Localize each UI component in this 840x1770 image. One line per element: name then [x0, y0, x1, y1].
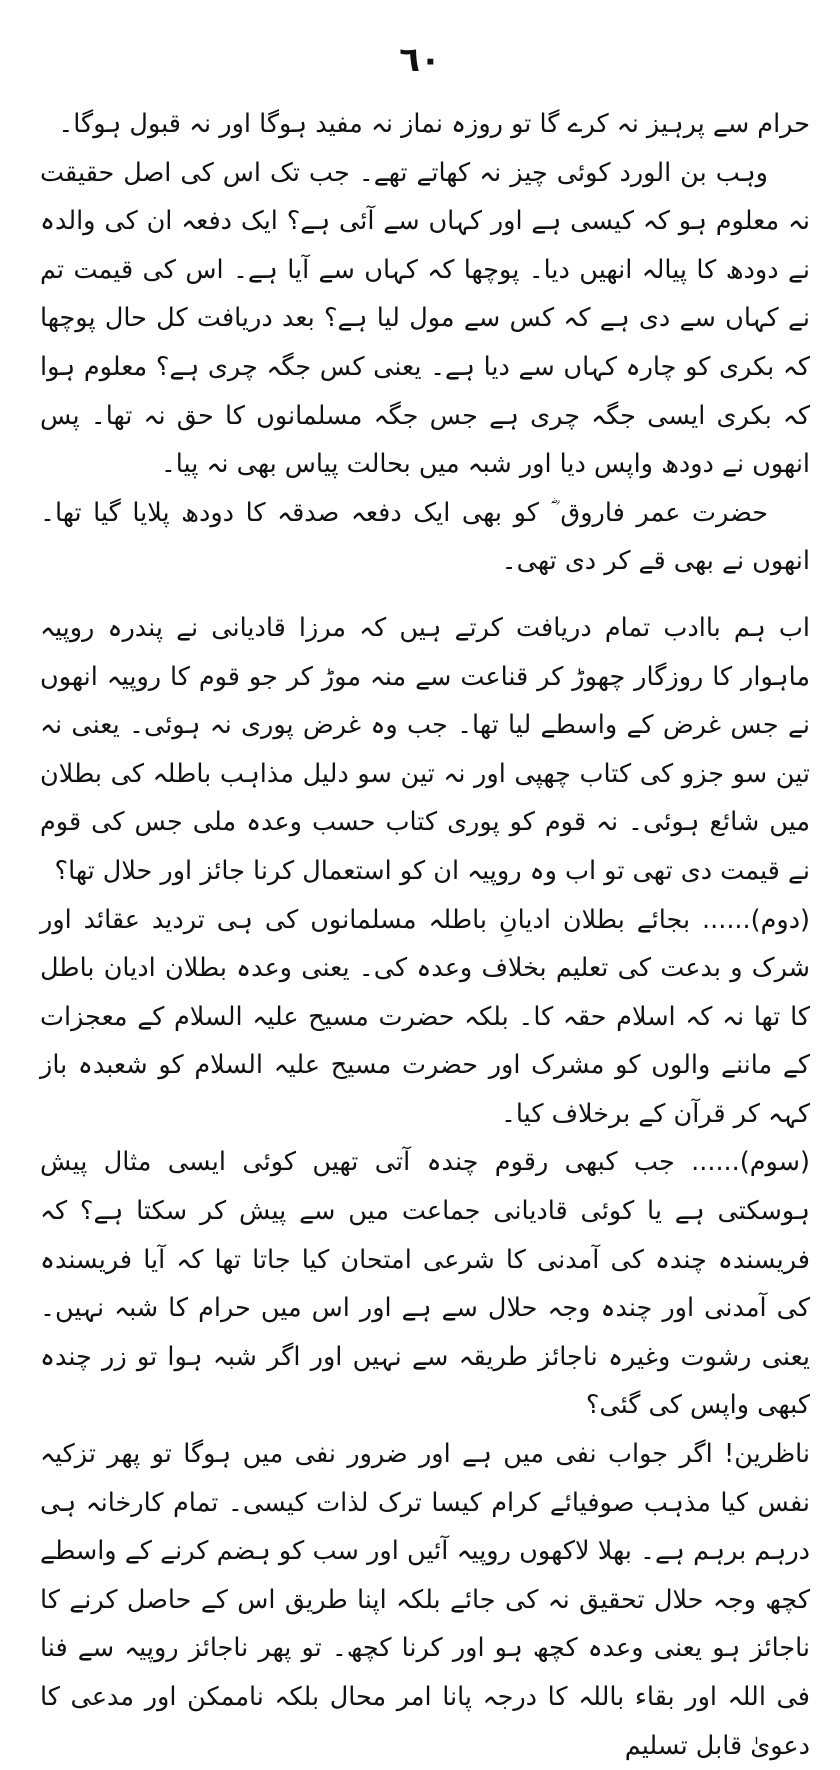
paragraph-2: وہب بن الورد کوئی چیز نہ کھاتے تھے۔ جب تک اس کی اصل حقیقت نہ معلوم ہو کہ کیسی ہے اور کہاں سے آئی ہے؟ ایک دفعہ ان کی والدہ نے دودھ کا پیالہ انھیں دیا۔ پوچھا کہ کہاں سے آیا ہے۔ اس کی قیمت تم نے کہاں سے دی ہے کہ کس سے مول لیا ہے؟ بعد دریافت کل حال پوچھا کہ بکری کو چارہ کہاں سے دیا ہے۔ یعنی کس جگہ چری ہے؟ معلوم ہوا کہ بکری ایسی جگہ چری ہے جس جگہ مسلمانوں کا حق نہ تھا۔ پس انھوں نے دودھ واپس دیا اور شبہ میں بحالت پیاس بھی نہ پیا۔ [40, 157, 810, 480]
paragraph-7: ناظرین! اگر جواب نفی میں ہے اور ضرور نفی میں ہوگا تو پھر تزکیہ نفس کیا مذہب صوفیائے کرام کیسا ترک لذات کیسی۔ تمام کارخانہ ہی درہم برہم ہے۔ بھلا لاکھوں روپیہ آئیں اور سب کو ہضم کرنے کے واسطے کچھ وجہ حلال تحقیق نہ کی جائے بلکہ اپنا طریق اس کے حاصل کرنے کا ناجائز ہو یعنی وعدہ کچھ ہو اور کرنا کچھ۔ تو پھر ناجائز روپیہ سے فنا فی اللہ اور بقاء باللہ کا درجہ پانا امر محال بلکہ ناممکن اور مدعی کا دعویٰ قابل تسلیم [40, 1439, 810, 1761]
paragraph-4: اب ہم باادب تمام دریافت کرتے ہیں کہ مرزا قادیانی نے پندرہ روپیہ ماہوار کا روزگار چھوڑ کر قناعت سے منہ موڑ کر جو قوم کا روپیہ انھوں نے جس غرض کے واسطے لیا تھا۔ جب وہ غرض پوری نہ ہوئی۔ یعنی نہ تین سو جزو کی کتاب چھپی اور نہ تین سو دلیل مذاہب باطلہ کی بطلان میں شائع ہوئی۔ نہ قوم کو پوری کتاب حسب وعدہ ملی جس کی قوم نے قیمت دی تھی تو اب وہ روپیہ ان کو استعمال کرنا جائز اور حلال تھا؟ [40, 612, 810, 886]
paragraph-6: (سوم)...... جب کبھی رقوم چندہ آتی تھیں کوئی ایسی مثال پیش ہوسکتی ہے یا کوئی قادیانی جماعت میں سے پیش کر سکتا ہے؟ کہ فریسندہ چندہ کی آمدنی کا شرعی امتحان کیا جاتا تھا کہ آیا فریسندہ کی آمدنی اور چندہ وجہ حلال سے ہے اور اس میں حرام کا شبہ نہیں۔ یعنی رشوت وغیرہ ناجائز طریقہ سے نہیں اور اگر شبہ ہوا تو زر چندہ کبھی واپس کی گئی؟ [40, 1147, 810, 1421]
paragraph-5: (دوم)...... بجائے بطلان ادیانِ باطلہ مسلمانوں کی ہی تردید عقائد اور شرک و بدعت کی تعلیم بخلاف وعدہ کی۔ یعنی وعدہ بطلان ادیان باطل کا تھا نہ کہ اسلام حقہ کا۔ بلکہ حضرت مسیح علیہ السلام کے معجزات کے ماننے والوں کو مشرک اور حضرت مسیح علیہ السلام کو شعبدہ باز کہہ کر قرآن کے برخلاف کیا۔ [40, 904, 810, 1129]
paragraph-1: حرام سے پرہیز نہ کرے گا تو روزہ نماز نہ مفید ہوگا اور نہ قبول ہوگا۔ [58, 109, 810, 139]
page-body [40, 100, 810, 1770]
page-number: ٦٠ [399, 40, 441, 80]
paragraph-3: حضرت عمر فاروق ؓ کو بھی ایک دفعہ صدقہ کا دودھ پلایا گیا تھا۔ انھوں نے بھی قے کر دی تھی۔ [40, 497, 810, 577]
